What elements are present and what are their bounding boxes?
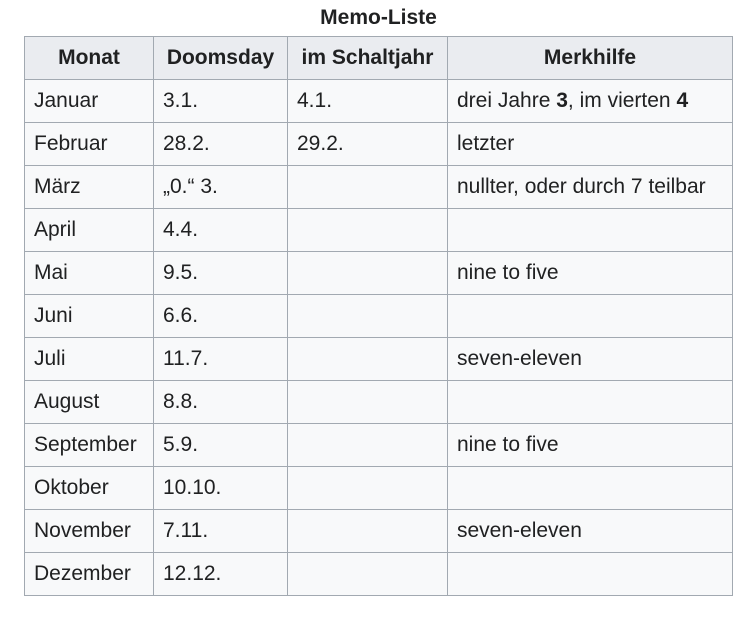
- cell-leap: [288, 553, 448, 596]
- cell-hint: [448, 467, 733, 510]
- cell-month: Juli: [25, 338, 154, 381]
- cell-leap: [288, 467, 448, 510]
- cell-hint: [448, 295, 733, 338]
- cell-leap: [288, 381, 448, 424]
- table-caption: Memo-Liste: [320, 6, 437, 29]
- table-row: [25, 166, 733, 209]
- cell-doomsday: 9.5.: [154, 252, 288, 295]
- cell-doomsday: 10.10.: [154, 467, 288, 510]
- cell-leap: [288, 166, 448, 209]
- cell-leap: [288, 295, 448, 338]
- cell-hint: nullter, oder durch 7 teilbar: [448, 166, 733, 209]
- cell-hint: [448, 553, 733, 596]
- cell-doomsday: 8.8.: [154, 381, 288, 424]
- hint-text: , im vierten: [567, 89, 677, 112]
- cell-doomsday: 3.1.: [154, 80, 288, 123]
- hint-number: 3: [556, 89, 568, 112]
- header-doomsday: Doomsday: [154, 37, 288, 80]
- header-month: Monat: [25, 37, 154, 80]
- cell-leap: [288, 209, 448, 252]
- cell-month: Dezember: [25, 553, 154, 596]
- cell-doomsday: „0.“ 3.: [154, 166, 288, 209]
- cell-month: September: [25, 424, 154, 467]
- cell-doomsday: 28.2.: [154, 123, 288, 166]
- cell-hint: [448, 209, 733, 252]
- cell-month: Mai: [25, 252, 154, 295]
- cell-doomsday: 7.11.: [154, 510, 288, 553]
- table-row: [25, 295, 733, 338]
- cell-leap: 4.1.: [288, 80, 448, 123]
- cell-hint: letzter: [448, 123, 733, 166]
- cell-leap: [288, 510, 448, 553]
- table-row: [25, 467, 733, 510]
- cell-doomsday: 5.9.: [154, 424, 288, 467]
- cell-month: Oktober: [25, 467, 154, 510]
- cell-leap: [288, 252, 448, 295]
- cell-month: Juni: [25, 295, 154, 338]
- cell-leap: [288, 338, 448, 381]
- table-row: [25, 553, 733, 596]
- cell-hint: [448, 80, 733, 123]
- table-row: [25, 381, 733, 424]
- cell-doomsday: 4.4.: [154, 209, 288, 252]
- header-leap-year: im Schaltjahr: [288, 37, 448, 80]
- cell-hint: [448, 381, 733, 424]
- cell-month: April: [25, 209, 154, 252]
- cell-leap: 29.2.: [288, 123, 448, 166]
- hint-number: 4: [676, 89, 689, 112]
- memo-table: [24, 36, 733, 596]
- cell-doomsday: 6.6.: [154, 295, 288, 338]
- table-row: [25, 510, 733, 553]
- cell-hint: nine to five: [448, 424, 733, 467]
- table-row: [25, 252, 733, 295]
- table-row: [25, 123, 733, 166]
- header-row: [25, 37, 733, 80]
- cell-hint: seven-eleven: [448, 338, 733, 381]
- cell-month: August: [25, 381, 154, 424]
- cell-month: November: [25, 510, 154, 553]
- cell-doomsday: 12.12.: [154, 553, 288, 596]
- header-hint: Merkhilfe: [448, 37, 733, 80]
- table-row: [25, 424, 733, 467]
- hint-text: drei Jahre: [457, 89, 557, 112]
- table-row: [25, 80, 733, 123]
- cell-month: Februar: [25, 123, 154, 166]
- cell-leap: [288, 424, 448, 467]
- cell-hint: seven-eleven: [448, 510, 733, 553]
- cell-month: Januar: [25, 80, 154, 123]
- cell-doomsday: 11.7.: [154, 338, 288, 381]
- cell-hint: nine to five: [448, 252, 733, 295]
- table-row: [25, 338, 733, 381]
- table-row: [25, 209, 733, 252]
- cell-month: März: [25, 166, 154, 209]
